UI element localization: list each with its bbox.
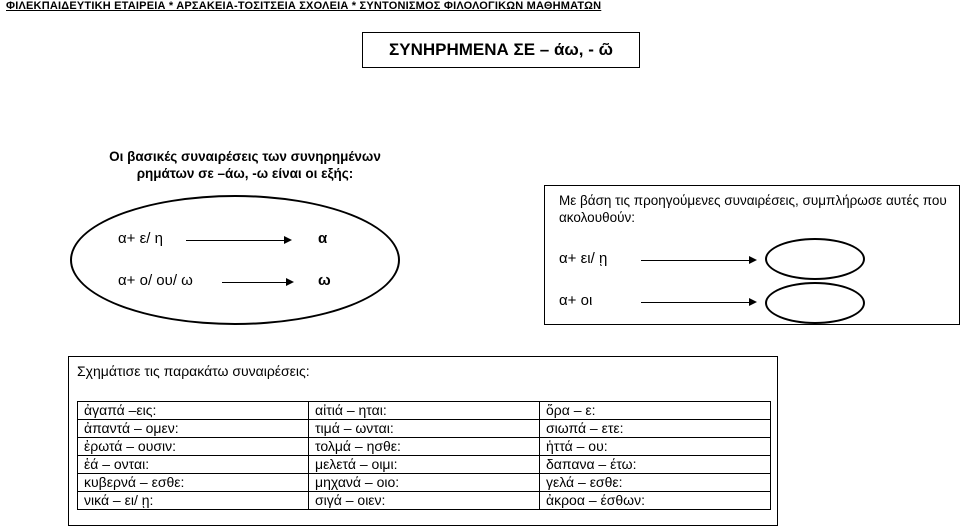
rule-1-rhs: α [318,230,328,247]
rules-ellipse [70,195,400,325]
table-row [78,456,771,474]
table-cell: νικά – ει/ ῃ: [78,492,309,510]
answer-blank-2[interactable] [765,282,865,324]
rule-2-lhs: α+ ο/ ου/ ω [118,272,193,289]
table-cell: σιωπά – ετε: [540,420,771,438]
table-cell: μηχανά – οιο: [309,474,540,492]
intro-text [80,148,410,182]
table-cell: ἀπαντά – ομεν: [78,420,309,438]
table-cell: ἐρωτά – ουσιν: [78,438,309,456]
task-item-2: α+ οι [559,292,593,309]
table-cell: ἡττά – ου: [540,438,771,456]
exercise-box [68,356,778,526]
rule-1-arrow-icon [186,240,290,241]
answer-blank-1[interactable] [765,238,865,280]
table-cell: τολμά – ησθε: [309,438,540,456]
table-cell: ὅρα – ε: [540,402,771,420]
table-cell: μελετά – οιμι: [309,456,540,474]
table-row [78,474,771,492]
task-arrow-1-icon [641,260,755,261]
table-row [78,438,771,456]
table-cell: ἀγαπά –εις: [78,402,309,420]
table-cell: γελά – εσθε: [540,474,771,492]
exercise-table [77,401,771,510]
table-row [78,402,771,420]
table-cell: ἑά – ονται: [78,456,309,474]
table-cell: κυβερνά – εσθε: [78,474,309,492]
rule-2-rhs: ω [318,272,331,289]
table-cell: σιγά – οιεν: [309,492,540,510]
exercise-title: Σχημάτισε τις παρακάτω συναιρέσεις: [77,363,310,379]
intro-line-1: Οι βασικές συναιρέσεις των συνηρημένων [109,149,381,164]
task-box [544,185,960,325]
task-arrow-2-icon [641,302,755,303]
table-cell: αἰτιά – ηται: [309,402,540,420]
table-row [78,420,771,438]
table-cell: τιμά – ωνται: [309,420,540,438]
table-cell: δαπανα – έτω: [540,456,771,474]
header-line: ΦΙΛΕΚΠΑΙΔΕΥΤΙΚΗ ΕΤΑΙΡΕΙΑ * ΑΡΣΑΚΕΙΑ-ΤΟΣΙΤΣΕΙΑ ΣΧΟΛΕΙΑ * ΣΥΝΤΟΝΙΣΜΟΣ ΦΙΛΟΛΟΓΙΚΩΝ ΜΑΘΗΜΑΤΩΝ [6,0,602,12]
rule-1-lhs: α+ ε/ η [118,230,163,247]
table-row [78,492,771,510]
task-instructions: Με βάση τις προηγούμενες συναιρέσεις, συμπλήρωσε αυτές που ακολουθούν: [559,193,947,225]
task-item-1: α+ ει/ ῃ [559,250,608,267]
intro-line-2: ρημάτων σε –άω, -ω είναι οι εξής: [136,166,354,181]
table-cell: ἀκροα – έσθων: [540,492,771,510]
rule-2-arrow-icon [222,282,292,283]
page-title: ΣΥΝΗΡΗΜΕΝΑ ΣΕ – άω, - ῶ [362,32,640,68]
